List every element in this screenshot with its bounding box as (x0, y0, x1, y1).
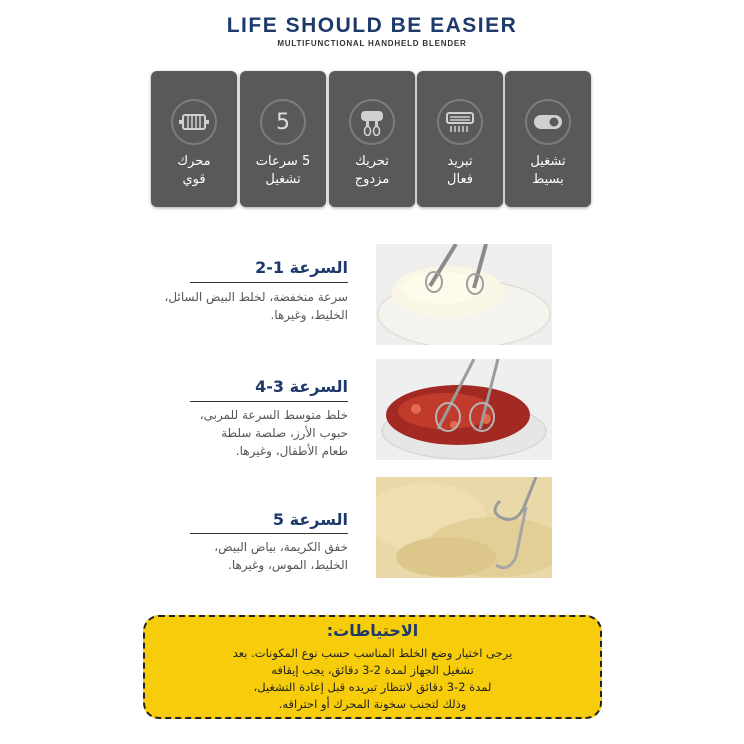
speed-divider (190, 282, 348, 283)
speed-title: السرعة 3-4 (255, 377, 348, 396)
page-title: LIFE SHOULD BE EASIER (226, 14, 518, 37)
feature-card-cooling (417, 71, 503, 207)
speed-title: السرعة 1-2 (255, 258, 348, 277)
page-subtitle: MULTIFUNCTIONAL HANDHELD BLENDER (277, 39, 467, 48)
feature-card-operation (505, 71, 591, 207)
warning-box (143, 615, 602, 719)
dough-hook-photo (376, 477, 552, 578)
feature-card-mixing (329, 71, 415, 207)
warning-title: الاحتياطات: (326, 621, 419, 640)
feature-card-motor (151, 71, 237, 207)
feature-label: تحريك مزدوج (354, 154, 390, 187)
feature-label: تبريد فعال (447, 154, 473, 187)
feature-card-speeds (240, 71, 326, 207)
speed-divider (190, 401, 348, 402)
toggle-switch-icon (525, 99, 571, 145)
feature-label: 5 سرعات تشغيل (255, 154, 311, 187)
speed-description: سرعة منخفضة، لخلط البيض السائل، الخليط، وغيرها. (164, 290, 348, 322)
speed-description: خلط متوسط السرعة للمربى، حبوب الأرز، صلصة سلطة طعام الأطفال، وغيرها. (199, 408, 348, 458)
five-speeds-icon: 5 (260, 99, 306, 145)
motor-icon (171, 99, 217, 145)
whisk-jam-photo (376, 359, 552, 460)
feature-label: محرك قوي (177, 154, 211, 187)
warning-text: يرجى اختيار وضع الخلط المناسب حسب نوع المكونات. بعد تشغيل الجهاز لمدة 2-3 دقائق، يجب إيقافه لمدة 2-3 دقائق لانتظار تبريده قبل إعادة التشغيل، وذلك لتجنب سخونة المحرك أو احتراقه. (232, 646, 513, 711)
speed-title: السرعة 5 (272, 510, 348, 529)
whisk-cream-photo (376, 244, 552, 345)
speed-description: خفق الكريمة، بياض البيض، الخليط، الموس، وغيرها. (214, 540, 348, 572)
air-vent-icon (437, 99, 483, 145)
feature-label: تشغيل بسيط (530, 154, 566, 187)
mixer-icon (349, 99, 395, 145)
speed-divider (190, 533, 348, 534)
